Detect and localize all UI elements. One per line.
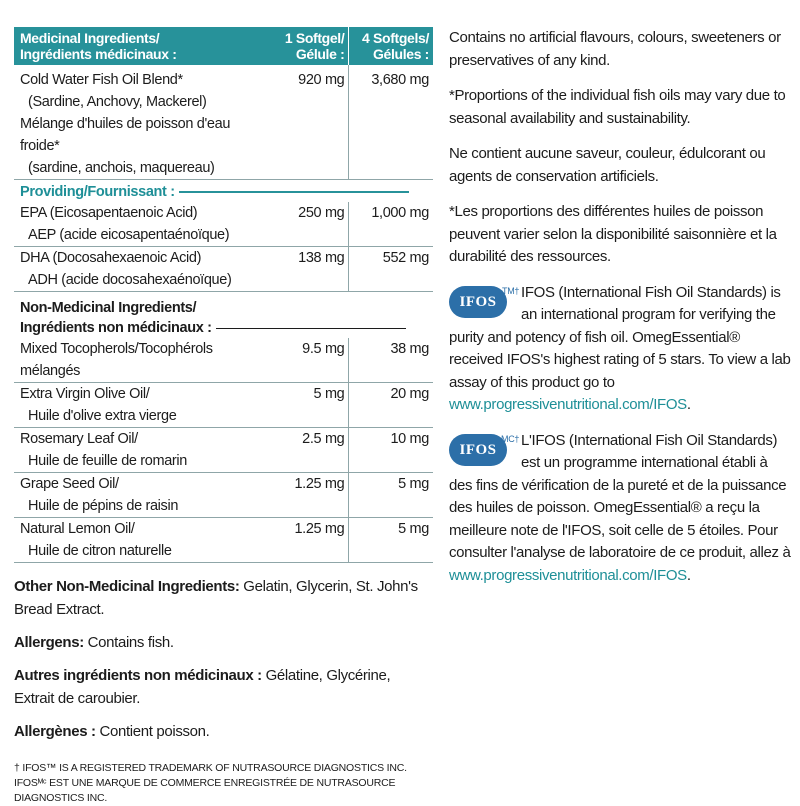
blend-1-softgel: 920 mg bbox=[267, 65, 349, 180]
providing-section bbox=[14, 180, 433, 203]
ifos-logo-text: IFOS bbox=[449, 286, 507, 318]
allergenes-text: Contient poisson. bbox=[95, 723, 210, 740]
notes-column bbox=[449, 27, 791, 600]
blend-species-fr: (sardine, anchois, maquereau) bbox=[28, 160, 215, 176]
ifos-logo-fr bbox=[449, 433, 519, 466]
other-nonmed-paragraph bbox=[14, 575, 433, 621]
ifos-logo bbox=[449, 285, 519, 318]
dha-4-softgels: 552 mg bbox=[349, 247, 433, 292]
header-medicinal-ingredients: Medicinal Ingredients/ bbox=[20, 30, 160, 46]
autres-text: Gélatine, Glycérine, Extrait de caroubier. bbox=[14, 667, 391, 707]
ifos-text-fr: L'IFOS (International Fish Oil Standards) est un programme international établi à des fins de vérification de la pureté et de la puissance des huiles de poisson. OmegEssential® a reçu la meilleure note de l'IFOS, soit celle de 5 étoiles. Pour consulter l'analyse de laboratoire de ce produit, allez à bbox=[449, 431, 791, 561]
nonmed-name: Extra Virgin Olive Oil/ bbox=[20, 386, 150, 402]
nonmed-name-fr: Huile de pépins de raisin bbox=[28, 498, 179, 514]
other-nonmed-label: Other Non-Medicinal Ingredients: bbox=[14, 578, 240, 595]
nonmed-name-fr: Huile de feuille de romarin bbox=[28, 453, 187, 469]
ifos-paragraph-fr: IFOS MC† L'IFOS (International Fish Oil Standards) est un programme international établi à des fins de vérification de la pureté et de la puissance des huiles de poisson. OmegEssential® a reçu la meilleure note de l'IFOS, soit celle de 5 étoiles. Pour consulter l'analyse de laboratoire de ce produit, allez à www.progressivenutritional.com/IFOS. bbox=[449, 430, 791, 588]
nonmed-name-fr: Huile de citron naturelle bbox=[28, 543, 172, 559]
ingredients-table bbox=[14, 27, 433, 563]
blend-name: Cold Water Fish Oil Blend* bbox=[20, 72, 183, 88]
autres-label: Autres ingrédients non médicinaux : bbox=[14, 667, 262, 684]
nonmed-name: Grape Seed Oil/ bbox=[20, 476, 119, 492]
supplement-facts-column bbox=[14, 27, 433, 806]
ifos-link-en[interactable]: www.progressivenutritional.com/IFOS bbox=[449, 396, 687, 413]
dha-name: DHA (Docosahexaenoic Acid) bbox=[20, 250, 202, 266]
allergenes-label: Allergènes : bbox=[14, 723, 96, 740]
nonmed-4-softgels: 38 mg bbox=[349, 338, 433, 383]
nonmed-name: Mixed Tocopherols/Tocophérols mélangés bbox=[20, 341, 213, 379]
header-1-gelule: Gélule : bbox=[295, 46, 345, 62]
ifos-paragraph-en: IFOS TM† IFOS (International Fish Oil Standards) is an international program for verifying the purity and potency of fish oil. OmegEssential® received IFOS's highest rating of 5 stars. To view a lab assay of this product go to www.progressivenutritional.com/IFOS. bbox=[449, 282, 791, 417]
allergens-label: Allergens: bbox=[14, 634, 84, 651]
ifos-text-en: IFOS (International Fish Oil Standards) is an international program for verifying the purity and potency of fish oil. OmegEssential® received IFOS's highest rating of 5 stars. To view a lab assay of this product go to bbox=[449, 283, 791, 391]
ifos-logo-tm: TM† bbox=[502, 285, 519, 296]
nonmed-1-softgel: 2.5 mg bbox=[267, 428, 349, 473]
table-row bbox=[14, 338, 433, 383]
nonmed-1-softgel: 1.25 mg bbox=[267, 518, 349, 563]
header-4-gelules: Gélules : bbox=[373, 46, 429, 62]
header-1-softgel: 1 Softgel/ bbox=[284, 30, 345, 46]
ifos-link-fr[interactable]: www.progressivenutritional.com/IFOS bbox=[449, 566, 687, 584]
nonmed-4-softgels: 5 mg bbox=[349, 518, 433, 563]
ifos-logo-text: IFOS bbox=[449, 434, 507, 466]
epa-name: EPA (Eicosapentaenoic Acid) bbox=[20, 205, 198, 221]
non-medicinal-section bbox=[14, 292, 433, 339]
nonmed-1-softgel: 9.5 mg bbox=[267, 338, 349, 383]
ifos-logo-tm: MC† bbox=[501, 433, 519, 444]
nonmed-name: Natural Lemon Oil/ bbox=[20, 521, 135, 537]
nonmed-4-softgels: 10 mg bbox=[349, 428, 433, 473]
table-row bbox=[14, 383, 433, 428]
table-header bbox=[14, 27, 433, 65]
other-ingredients bbox=[14, 575, 433, 743]
other-nonmed-text: Gelatin, Glycerin, St. John's Bread Extract. bbox=[14, 578, 418, 618]
providing-title: Providing/Fournissant : bbox=[20, 184, 175, 200]
section-rule bbox=[179, 191, 409, 193]
nonmed-name: Rosemary Leaf Oil/ bbox=[20, 431, 138, 447]
dha-1-softgel: 138 mg bbox=[267, 247, 349, 292]
nonmed-title: Non-Medicinal Ingredients/ bbox=[20, 300, 197, 316]
trademark-footnotes bbox=[14, 761, 433, 806]
nonmed-4-softgels: 20 mg bbox=[349, 383, 433, 428]
table-row bbox=[14, 202, 433, 247]
nonmed-name-fr: Huile d'olive extra vierge bbox=[28, 408, 177, 424]
epa-4-softgels: 1,000 mg bbox=[349, 202, 433, 247]
blend-species: (Sardine, Anchovy, Mackerel) bbox=[28, 94, 207, 110]
nonmed-4-softgels: 5 mg bbox=[349, 473, 433, 518]
proportions-note: *Proportions of the individual fish oils may vary due to seasonal availability and sustainability. bbox=[449, 87, 786, 127]
dha-name-fr: ADH (acide docosahexaénoïque) bbox=[28, 272, 232, 288]
epa-1-softgel: 250 mg bbox=[267, 202, 349, 247]
proportions-note-fr: *Les proportions des différentes huiles de poisson peuvent varier selon la disponibilité saisonnière et la durabilité des ressources. bbox=[449, 203, 777, 265]
footnote-fr: IFOSᴹᶜ EST UNE MARQUE DE COMMERCE ENREGISTRÉE DE NUTRASOURCE DIAGNOSTICS INC. bbox=[14, 777, 396, 804]
table-row bbox=[14, 518, 433, 563]
table-row bbox=[14, 65, 433, 180]
blend-4-softgels: 3,680 mg bbox=[349, 65, 433, 180]
nonmed-1-softgel: 5 mg bbox=[267, 383, 349, 428]
table-row bbox=[14, 473, 433, 518]
section-rule bbox=[216, 328, 406, 329]
nonmed-title-fr: Ingrédients non médicinaux : bbox=[20, 320, 212, 336]
table-row bbox=[14, 428, 433, 473]
no-artificial-note: Contains no artificial flavours, colours, sweeteners or preservatives of any kind. bbox=[449, 29, 781, 69]
table-row bbox=[14, 247, 433, 292]
allergens-text: Contains fish. bbox=[83, 634, 174, 651]
header-medicinal-ingredients-fr: Ingrédients médicinaux : bbox=[20, 46, 177, 62]
epa-name-fr: AEP (acide eicosapentaénoïque) bbox=[28, 227, 230, 243]
blend-name-fr: Mélange d'huiles de poisson d'eau froide* bbox=[20, 116, 231, 154]
nonmed-1-softgel: 1.25 mg bbox=[267, 473, 349, 518]
footnote-en: † IFOS™ IS A REGISTERED TRADEMARK OF NUTRASOURCE DIAGNOSTICS INC. bbox=[14, 762, 407, 774]
allergenes-paragraph bbox=[14, 720, 433, 743]
header-4-softgels: 4 Softgels/ bbox=[362, 30, 429, 46]
allergens-paragraph bbox=[14, 631, 433, 654]
autres-paragraph bbox=[14, 664, 433, 710]
no-artificial-note-fr: Ne contient aucune saveur, couleur, édulcorant ou agents de conservation artificiels. bbox=[449, 145, 766, 185]
